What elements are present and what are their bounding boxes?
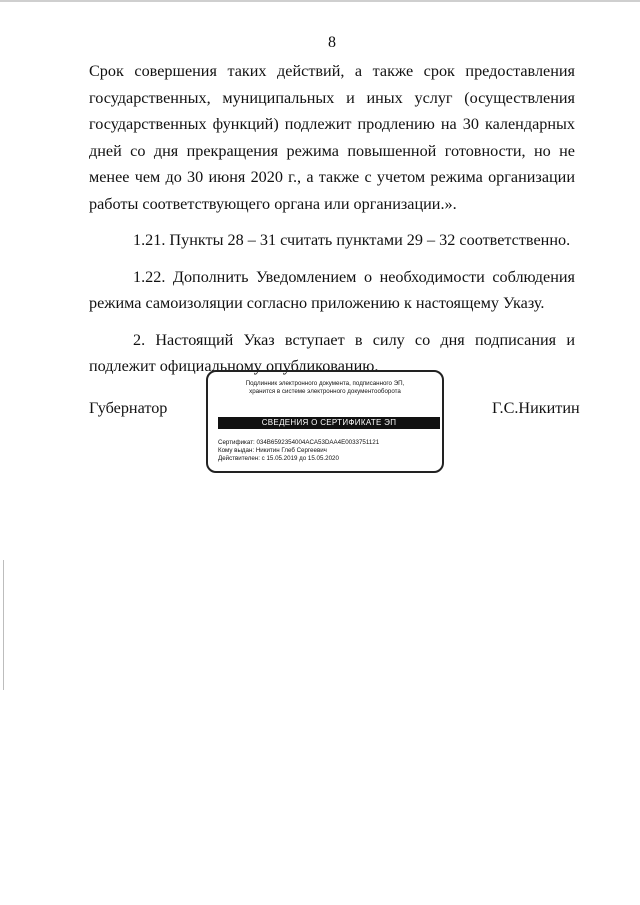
paragraph-1-22: 1.22. Дополнить Уведомлением о необходимости соблюдения режима самоизоляции согласно приложению к настоящему Указу. (89, 267, 575, 312)
stamp-certificate-details (218, 439, 379, 463)
stamp-certificate-number: Сертификат: 034B6592354004ACA53DAA4E0033751121 (218, 439, 380, 446)
signer-title: Губернатор (89, 399, 168, 417)
signer-name: Г.С.Никитин (492, 399, 580, 417)
stamp-notice-line2: хранится в системе электронного документооборота (249, 388, 401, 395)
signature-block (0, 366, 640, 476)
paragraph-continuation: Срок совершения таких действий, а также срок предоставления государственных, муниципальных и иных услуг (осуществления государственных функций) подлежит продлению на 30 календарных дней со дня прекращения режима повышенной готовности, но не менее чем до 30 июня 2020 г., а также с учетом режима организации работы соответствующего органа или организации.». (89, 62, 575, 213)
stamp-validity: Действителен: с 15.05.2019 до 15.05.2020 (218, 455, 339, 462)
document-body (89, 58, 575, 380)
stamp-certificate-header: СВЕДЕНИЯ О СЕРТИФИКАТЕ ЭП (218, 417, 440, 429)
scan-edge-left (3, 560, 4, 690)
electronic-signature-stamp (206, 370, 444, 473)
paragraph-1-21: 1.21. Пункты 28 – 31 считать пунктами 29 – 32 соответственно. (133, 231, 571, 249)
stamp-notice-line1: Подлинник электронного документа, подписанного ЭП, (245, 380, 405, 387)
scan-edge-top (0, 0, 640, 2)
stamp-issued-to: Кому выдан: Никитин Глеб Сергеевич (218, 447, 327, 454)
paragraph-2: 2. Настоящий Указ вступает в силу со дня подписания и подлежит официальному опубликованию. (89, 330, 575, 375)
page-number: 8 (328, 34, 336, 51)
